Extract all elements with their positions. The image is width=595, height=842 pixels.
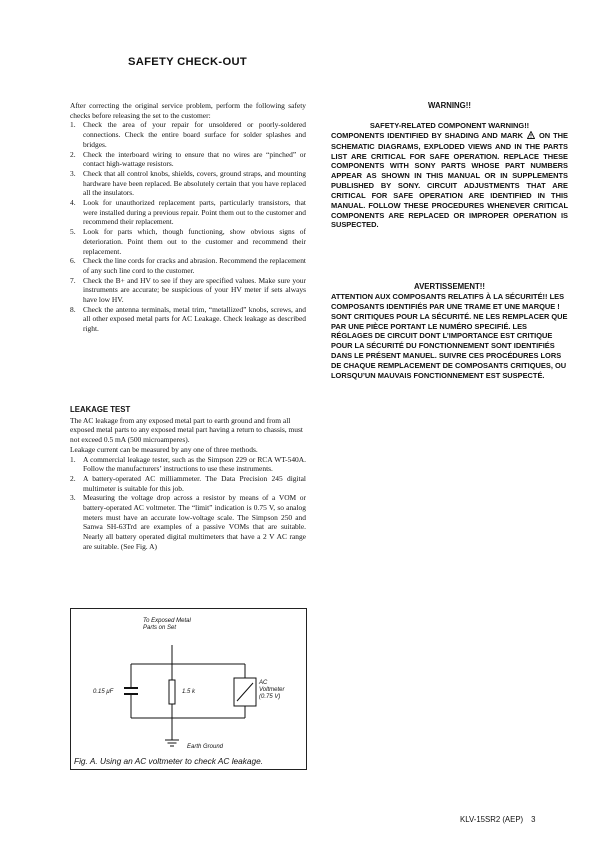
safety-check-item: 6. Check the line cords for cracks and abrasion. Recommend the replacement of any such line cord to the customer. (70, 256, 306, 275)
warning-text-b: ON THE SCHEMATIC DIAGRAMS, EXPLODED VIEWS AND IN THE PARTS LIST ARE CRITICAL FOR SAFE OPERATION. REPLACE THESE COMPONENTS WITH SONY PARTS WHOSE PART NUMBERS APPEAR AS SHOWN IN THIS MANUAL OR IN SUPPLEMENTS PUBLISHED BY SONY. CIRCUIT ADJUSTMENTS THAT ARE CRITICAL FOR SAFE OPERATION ARE IDENTIFIED IN THIS MANUAL. FOLLOW THESE PROCEDURES WHENEVER CRITICAL COMPONENTS ARE REPLACED OR IMPROPER OPERATION IS SUSPECTED. (331, 130, 568, 230)
leakage-method-item: 1. A commercial leakage tester, such as the Simpson 229 or RCA WT-540A. Follow the manufacturers’ instructions to use these instruments. (70, 454, 306, 474)
warning-block (331, 121, 568, 230)
probe-label: To Exposed Metal Parts on Set (143, 618, 191, 631)
warning-subtitle: SAFETY-RELATED COMPONENT WARNING!! (369, 121, 530, 130)
safety-checks-section (70, 101, 306, 334)
leakage-test-heading: LEAKAGE TEST (70, 405, 131, 414)
intro-paragraph: After correcting the original service problem, perform the following safety checks before releasing the set to the customer: (70, 101, 306, 120)
ground-label: Earth Ground (187, 744, 224, 750)
safety-check-item: 3. Check that all control knobs, shields, covers, ground straps, and mounting hardware have been replaced. Be absolutely certain that you have replaced all the insulators. (70, 168, 306, 198)
safety-check-item: 5. Look for parts which, though functioning, show obvious signs of deterioration. Point them out to the customer and recommend their replacement. (70, 227, 306, 256)
voltmeter-label: AC Voltmeter (0.75 V) (259, 680, 285, 700)
safety-check-item: 1. Check the area of your repair for unsoldered or poorly-soldered connections. Check the entire board surface for solder splashes and bridges. (70, 120, 306, 149)
avertissement-title: AVERTISSEMENT!! (414, 282, 485, 291)
safety-check-item: 4. Look for unauthorized replacement parts, particularly transistors, that were installed during a previous repair. Point them out to the customer and recommend their replacement. (70, 198, 306, 227)
leakage-method-item: 3. Measuring the voltage drop across a resistor by means of a VOM or battery-operated AC voltmeter. The “limit” indication is 0.75 V, so analog meters must have an accurate low-voltage scale. The Simpson 250 and Sanwa SH-63Trd are examples of a passive VOMs that are suitable. Nearly all battery operated digital multimeters that have a 2 V AC range are suitable. (See Fig. A) (70, 493, 306, 551)
figure-caption: Fig. A. Using an AC voltmeter to check AC leakage. (74, 756, 264, 766)
leakage-methods-intro: Leakage current can be measured by any one of three methods. (70, 444, 258, 454)
safety-check-item: 8. Check the antenna terminals, metal trim, “metallized” knobs, screws, and all other exposed metal parts for AC Leakage. Check leakage as described right. (70, 304, 306, 334)
resistor-symbol (169, 680, 175, 704)
resistor-label: 1.5 k (182, 689, 196, 695)
capacitor-label: 0.15 μF (93, 689, 114, 695)
ground-symbol (165, 740, 179, 746)
page-title: SAFETY CHECK-OUT (128, 56, 247, 68)
page-footer (460, 815, 535, 824)
leakage-test-section (70, 405, 306, 552)
warning-triangle-icon (527, 131, 535, 142)
safety-check-item: 7. Check the B+ and HV to see if they are specified values. Make sure your instruments are accurate; be suspicious of your HV meter if sets always have low HV. (70, 275, 306, 305)
avertissement-text: ATTENTION AUX COMPOSANTS RELATIFS À LA SÉCURITÉ!! LES COMPOSANTS IDENTIFIÉS PAR UNE TRAME ET UNE MARQUE ! SONT CRITIQUES POUR LA SÉCURITÉ. NE LES REMPLACER QUE PAR UNE PIÈCE PORTANT LE NUMÉRO SPECIFIÉ. LES RÉGLAGES DE CIRCUIT DONT L’IMPORTANCE EST CRITIQUE POUR LA SÉCURITÉ DU FONCTIONNEMENT SONT IDENTIFIÉS DANS LE PRÉSENT MANUEL. SUIVRE CES PROCÉDURES LORS DE CHAQUE REMPLACEMENT DE COMPOSANTS CRITIQUES, OU LORSQU’UN MAUVAIS FONCTIONNEMENT EST SUSPECTÉ. (331, 292, 568, 380)
warning-title: WARNING!! (428, 101, 471, 110)
avertissement-block (331, 292, 568, 381)
model-number: KLV-15SR2 (AEP) (460, 815, 524, 824)
figure-a-box (70, 608, 307, 770)
warning-text-a: COMPONENTS IDENTIFIED BY SHADING AND MARK (331, 130, 524, 140)
page-number: 3 (531, 815, 536, 824)
leakage-method-list (70, 455, 306, 552)
leakage-paragraph: The AC leakage from any exposed metal part to earth ground and from all exposed metal parts to any exposed metal part having a return to chassis, must not exceed 0.5 mA (500 microamperes). (70, 415, 303, 445)
safety-check-item: 2. Check the interboard wiring to ensure that no wires are “pinched” or contact high-wattage resistors. (70, 149, 306, 169)
capacitor-symbol (124, 688, 138, 694)
safety-check-list (70, 120, 306, 333)
leakage-method-item: 2. A battery-operated AC milliammeter. The Data Precision 245 digital multimeter is suitable for this job. (70, 473, 306, 493)
